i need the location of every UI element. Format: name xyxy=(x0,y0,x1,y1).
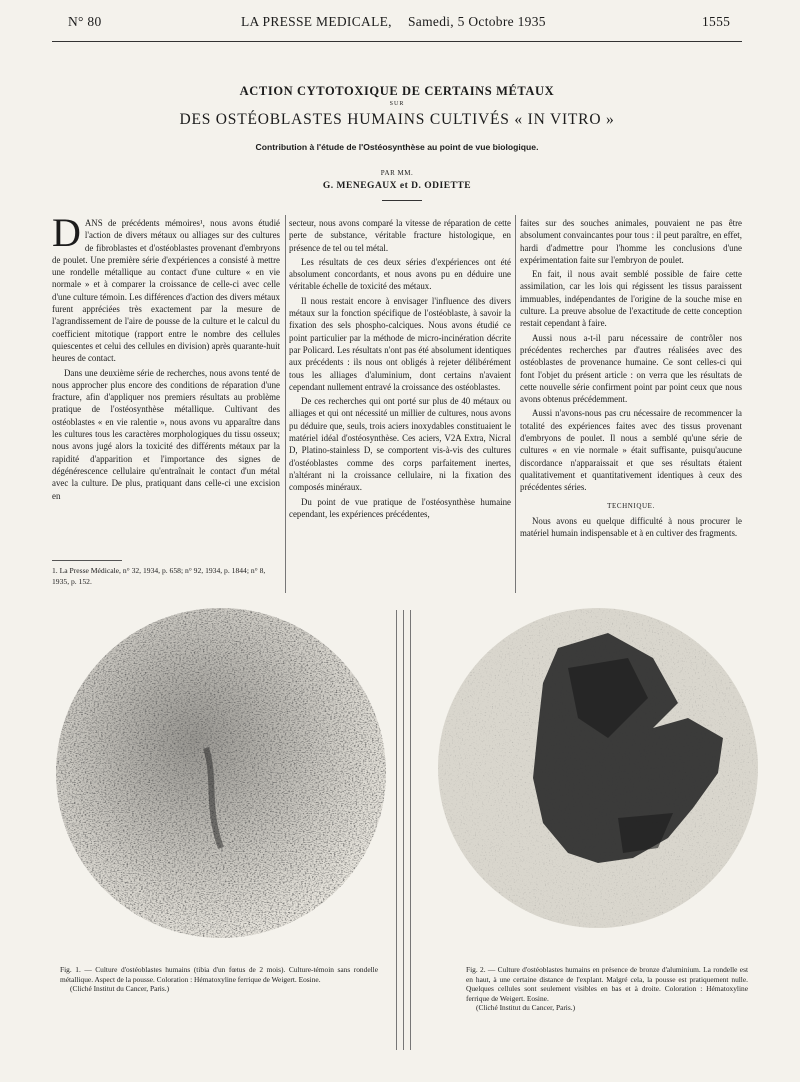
paragraph: Nous avons eu quelque difficulté à nous procurer le matériel humain indispensable et à en cultiver des fragments. xyxy=(520,515,742,539)
paragraph: De ces recherches qui ont porté sur plus de 40 métaux ou alliages et qui ont nécessité un millier de cultures, nous avons pu déduire que, seuls, trois aciers inoxydables constituaient le matériel idéal d'ostéosynthèse. Ces aciers, V2A Extra, Nicral D, Platino-stainless D, se comportent vis-à-vis des cultures d'ostéoblastes comme des corps parfaitement inertes, n'altérant ni la croissance cellulaire, ni la fixation des composés minéraux. xyxy=(289,396,511,493)
paragraph: En fait, il nous avait semblé possible de faire cette assimilation, car les lois qui régissent les tissus paraissent immuables, indépendantes de l'origine de la souche mise en culture. La preuve absolue de l'exactitude de cette conception restait cependant à faire. xyxy=(520,269,742,329)
paragraph: Dans une deuxième série de recherches, nous avons tenté de nous approcher plus encore des conditions de réparation d'une fracture, afin d'appliquer nos premiers résultats au problème pratique de l'ostéosynthèse métallique. Cultivant des ostéoblastes « en vie ralentie », nous avons vu apparaître dans les cultures tous les caractères morphologiques du tissu osseux; nous avons jugé alors la toxicité des différents métaux par la rapidité d'apparition et l'importance des signes de dégénérescence cellulaire qu'entraînait le contact d'un métal avec la culture. De plus, pratiquant dans celle-ci une excision en xyxy=(52,367,280,501)
text-column-2 xyxy=(289,217,511,522)
footnote: 1. La Presse Médicale, n° 32, 1934, p. 658; n° 92, 1934, p. 1844; n° 8, 1935, p. 152. xyxy=(52,566,266,586)
paragraph: Il nous restait encore à envisager l'influence des divers métaux sur la fonction spécifique de l'ostéoblaste, à savoir la fixation des sels phospho-calciques. Nous avons étudié ce point particulier par la méthode de micro-incinération décrite par Policard. Les résultats n'ont pas été absolument identiques aux précédents : ils nous ont obligés à rejeter délibérément tous les alliages d'aluminium, dont certains n'avaient cependant nullement entravé la croissance des ostéoblastes. xyxy=(289,295,511,392)
column-separator xyxy=(515,215,516,593)
drop-cap: D xyxy=(52,210,81,255)
text-column-1 xyxy=(52,210,280,504)
figure-1-micrograph xyxy=(56,608,386,938)
issue-date: Samedi, 5 Octobre 1935 xyxy=(408,14,546,29)
caption-credit: (Cliché Institut du Cancer, Paris.) xyxy=(476,1003,576,1013)
caption-text: Fig. 1. — Culture d'ostéoblastes humains (tibia d'un fœtus de 2 mois). Culture-témoin sans rondelle métallique. Aspect de la pousse. Coloration : Hématoxyline ferrique de Weigert. Eosine. xyxy=(60,965,378,984)
text-column-3 xyxy=(520,217,742,541)
header-rule xyxy=(52,41,742,42)
paragraph: Les résultats de ces deux séries d'expériences ont été absolument concordants, et nous avons pu en déduire une véritable échelle de toxicité des métaux. xyxy=(289,256,511,292)
article-title-line2: DES OSTÉOBLASTES HUMAINS CULTIVÉS « IN VITRO » xyxy=(179,111,615,128)
paragraph: Aussi nous a-t-il paru nécessaire de contrôler nos précédentes recherches par d'autres réalisées avec des ostéoblastes de provenance humaine. Ce sont celles-ci qui font l'objet du présent article : on verra que les résultats de cette nouvelle série confirment point par point ceux que nous avons obtenus précédemment. xyxy=(520,332,742,405)
article-title-line1: ACTION CYTOTOXIQUE DE CERTAINS MÉTAUX xyxy=(239,84,555,98)
figure-separator xyxy=(403,610,404,1050)
column-separator xyxy=(285,215,286,593)
byline-par: PAR MM. xyxy=(380,169,414,177)
paragraph: secteur, nous avons comparé la vitesse de réparation de cette perte de substance, véritable fracture histologique, en présence de tel ou tel métal. xyxy=(289,218,511,253)
page-number: 1555 xyxy=(702,14,731,29)
section-heading: TECHNIQUE. xyxy=(607,501,655,510)
footnote-rule xyxy=(52,560,122,561)
article-subtitle: Contribution à l'étude de l'Ostéosynthèse au point de vue biologique. xyxy=(255,142,539,152)
paragraph: faites sur des souches animales, pouvaient ne pas être absolument convaincantes pour tous : il peut paraître, en effet, hardi d'admettre pour l'homme les conclusions d'une expérimentation faite sur l'embryon de poulet. xyxy=(520,218,742,265)
caption-credit: (Cliché Institut du Cancer, Paris.) xyxy=(70,984,170,994)
page-number-label: N° 80 xyxy=(68,14,102,29)
figure-2-caption xyxy=(466,965,748,1013)
paragraph: Aussi n'avons-nous pas cru nécessaire de recommencer la totalité des expériences faites avec des tissus provenant d'embryons de poulet. Il nous a semblé qu'une série de cultures « en vie normale » était suffisante, puisqu'aucune discordance n'apparaissait et que ses résultats étaient qualitativement et quantitativement identiques à ceux des précédentes séries. xyxy=(520,408,742,493)
paragraph: ANS de précédents mémoires¹, nous avons étudié l'action de divers métaux ou alliages sur des cultures de fibroblastes et d'ostéoblastes provenant d'embryons de poulet. Une première série d'expériences a consisté à mettre une rondelle métallique au contact d'une culture « en vie normale » et à comparer la croissance de celle-ci avec celle d'une culture témoin. Les différences d'action des divers métaux furent appréciées très exactement par la mesure de l'agrandissement de l'aire de pousse de la culture et le calcul du coefficient mitotique (rapport entre le nombre des cellules quiescentes et celui des cellules en division) après quarante-huit heures de contact. xyxy=(52,218,280,364)
title-divider xyxy=(382,200,422,201)
figure-2-micrograph xyxy=(438,608,758,928)
article-title-sur: SUR xyxy=(389,101,405,107)
paragraph: Du point de vue pratique de l'ostéosynthèse humaine cependant, les expériences précédentes, xyxy=(289,496,511,519)
journal-title: LA PRESSE MEDICALE, xyxy=(241,14,392,29)
figure-1-caption xyxy=(60,965,378,994)
figure-separator xyxy=(410,610,411,1050)
authors: G. MENEGAUX et D. ODIETTE xyxy=(322,181,472,191)
caption-text: Fig. 2. — Culture d'ostéoblastes humains en présence de bronze d'aluminium. La rondelle est en haut, à une certaine distance de l'explant. Malgré cela, la pousse est pratiquement nulle. Quelques cellules sont seulement visibles en bas et à droite. Coloration : Hématoxyline ferrique de Weigert. Eosine. xyxy=(466,965,748,1003)
figure-separator xyxy=(396,610,397,1050)
